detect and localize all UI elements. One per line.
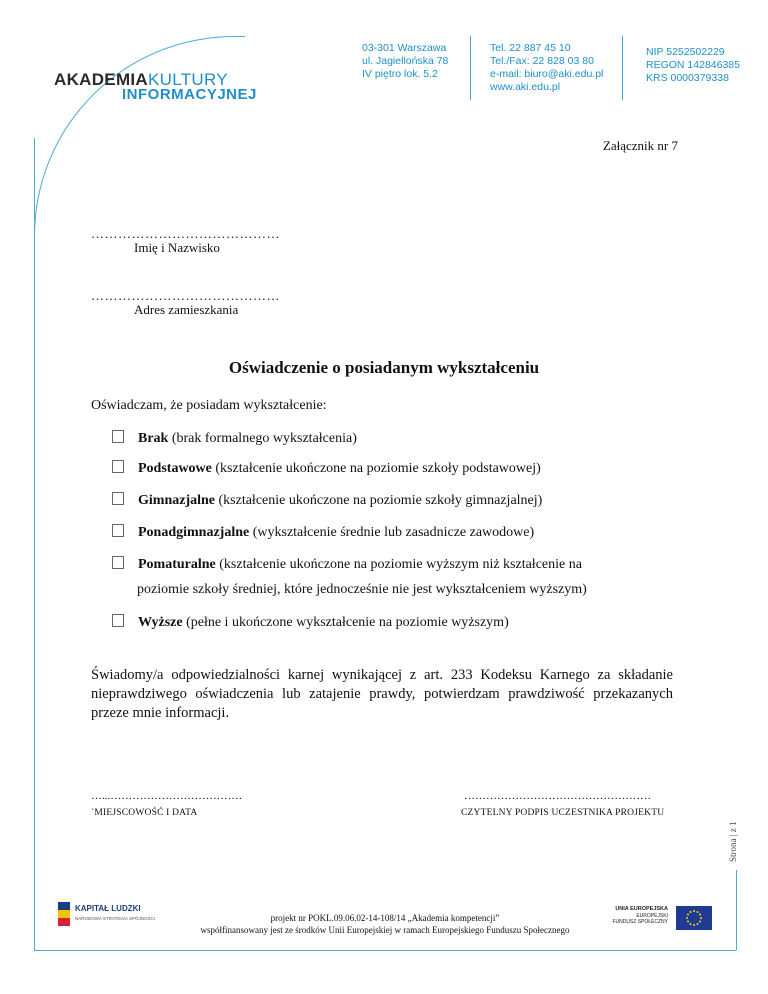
option-desc: (brak formalnego wykształcenia) [168,431,357,446]
address-line: 03-301 Warszawa [362,42,447,54]
registry-line: REGON 142846385 [646,59,740,71]
statement-text: Świadomy/a odpowiedzialności karnej wynikającej z art. 233 Kodeksu Karnego za składanie nieprawdziwego oświadczenia lub zatajenie prawdy, potwierdzam prawdziwość przekazanych przeze mnie informacji. [91,667,673,721]
contact-line[interactable]: www.aki.edu.pl [490,81,561,93]
eu-logo [606,906,716,936]
footer-project-info [150,912,620,936]
header-contact [490,42,603,94]
eu-sub: FUNDUSZ SPOŁECZNY [612,919,668,925]
option-name: Brak [138,431,169,446]
eu-sub: EUROPEJSKI [636,912,668,919]
option-name: Ponadgimnazjalne [138,525,250,540]
kl-title: KAPITAŁ LUDZKI [75,904,141,913]
logo-akademia: AKADEMIA [54,70,149,89]
contact-line[interactable]: e-mail: biuro@aki.edu.pl [490,68,604,80]
option-pomaturalne-continuation: poziomie szkoły średniej, które jednocześnie nie jest wykształceniem wyższym) [137,582,587,597]
option-desc: (pełne i ukończone wykształcenie na poziomie wyższym) [182,615,509,630]
document-title: Oświadczenie o posiadanym wykształceniu [228,358,540,377]
checkbox[interactable] [112,492,124,505]
checkbox[interactable] [112,430,124,443]
option-desc: (kształcenie ukończone na poziomie szkoły podstawowej) [211,461,541,476]
kl-subtitle: NARODOWA STRATEGIA SPÓJNOŚCI [75,916,156,921]
eu-flag-icon [676,906,712,930]
logo-kultury: KULTURY [148,70,228,89]
intro-text: Oświadczam, że posiadam wykształcenie: [91,398,327,413]
option-name: Gimnazjalne [138,493,215,508]
page-number: Strona | z 1 [728,821,738,862]
contact-line: Tel./Fax: 22 828 03 80 [490,55,594,67]
header-registry [646,46,740,85]
address-line: ul. Jagiellońska 78 [362,55,449,67]
header-address [362,42,448,81]
option-desc: (kształcenie ukończone na poziomie wyższym niż kształcenie na [215,557,582,572]
checkbox[interactable] [112,460,124,473]
address-label: Adres zamieszkania [134,302,239,317]
signature-label: CZYTELNY PODPIS UCZESTNIKA PROJEKTU [461,808,665,818]
name-label: Imię i Nazwisko [134,240,220,255]
eu-title: UNIA EUROPEJSKA [615,906,668,912]
option-desc: (kształcenie ukończone na poziomie szkoły gimnazjalnej) [215,493,543,508]
option-name: Pomaturalne [138,557,216,572]
header-separator [470,36,471,100]
kapital-ludzki-logo [58,898,158,932]
option-desc: (wykształcenie średnie lub zasadnicze zawodowe) [249,525,535,540]
frame-left-line [34,138,35,950]
checkbox[interactable] [112,614,124,627]
contact-line: Tel. 22 887 45 10 [490,42,571,54]
eu-text [606,906,668,926]
option-wyzsze[interactable] [112,614,509,631]
option-brak[interactable] [112,430,357,447]
place-date-label: `MIEJSCOWOŚĆ I DATA [91,808,198,818]
aki-logo [54,70,274,103]
header-separator [622,36,623,100]
address-line: IV piętro lok. 5.2 [362,68,438,80]
checkbox[interactable] [112,556,124,569]
option-name: Wyższe [138,615,183,630]
frame-bottom-line [34,950,736,951]
option-name: Podstawowe [138,461,212,476]
kl-emblem-icon [58,902,70,926]
option-pomaturalne[interactable] [112,556,582,573]
registry-line: NIP 5252502229 [646,46,725,58]
place-date-dotted-line[interactable]: …...……………………………… [91,790,243,802]
frame-curve [34,36,245,247]
option-gimnazjalne[interactable] [112,492,542,509]
option-ponadgimnazjalne[interactable] [112,524,534,541]
annex-number: Załącznik nr 7 [602,138,678,153]
checkbox[interactable] [112,524,124,537]
signature-dotted-line[interactable]: …………………………………………… [464,790,651,802]
footer-line: współfinansowany jest ze środków Unii Europejskiej w ramach Europejskiego Funduszu Społecznego [200,925,570,935]
option-podstawowe[interactable] [112,460,541,477]
logo-informacyjnej: INFORMACYJNEJ [122,86,257,103]
frame-right-line [736,870,737,950]
footer-line: projekt nr POKL.09.06.02-14-108/14 „Akademia kompetencji” [270,913,500,923]
address-dotted-line[interactable]: …………………………………… [91,288,280,303]
name-dotted-line[interactable]: …………………………………… [91,226,280,241]
registry-line: KRS 0000379338 [646,72,729,84]
